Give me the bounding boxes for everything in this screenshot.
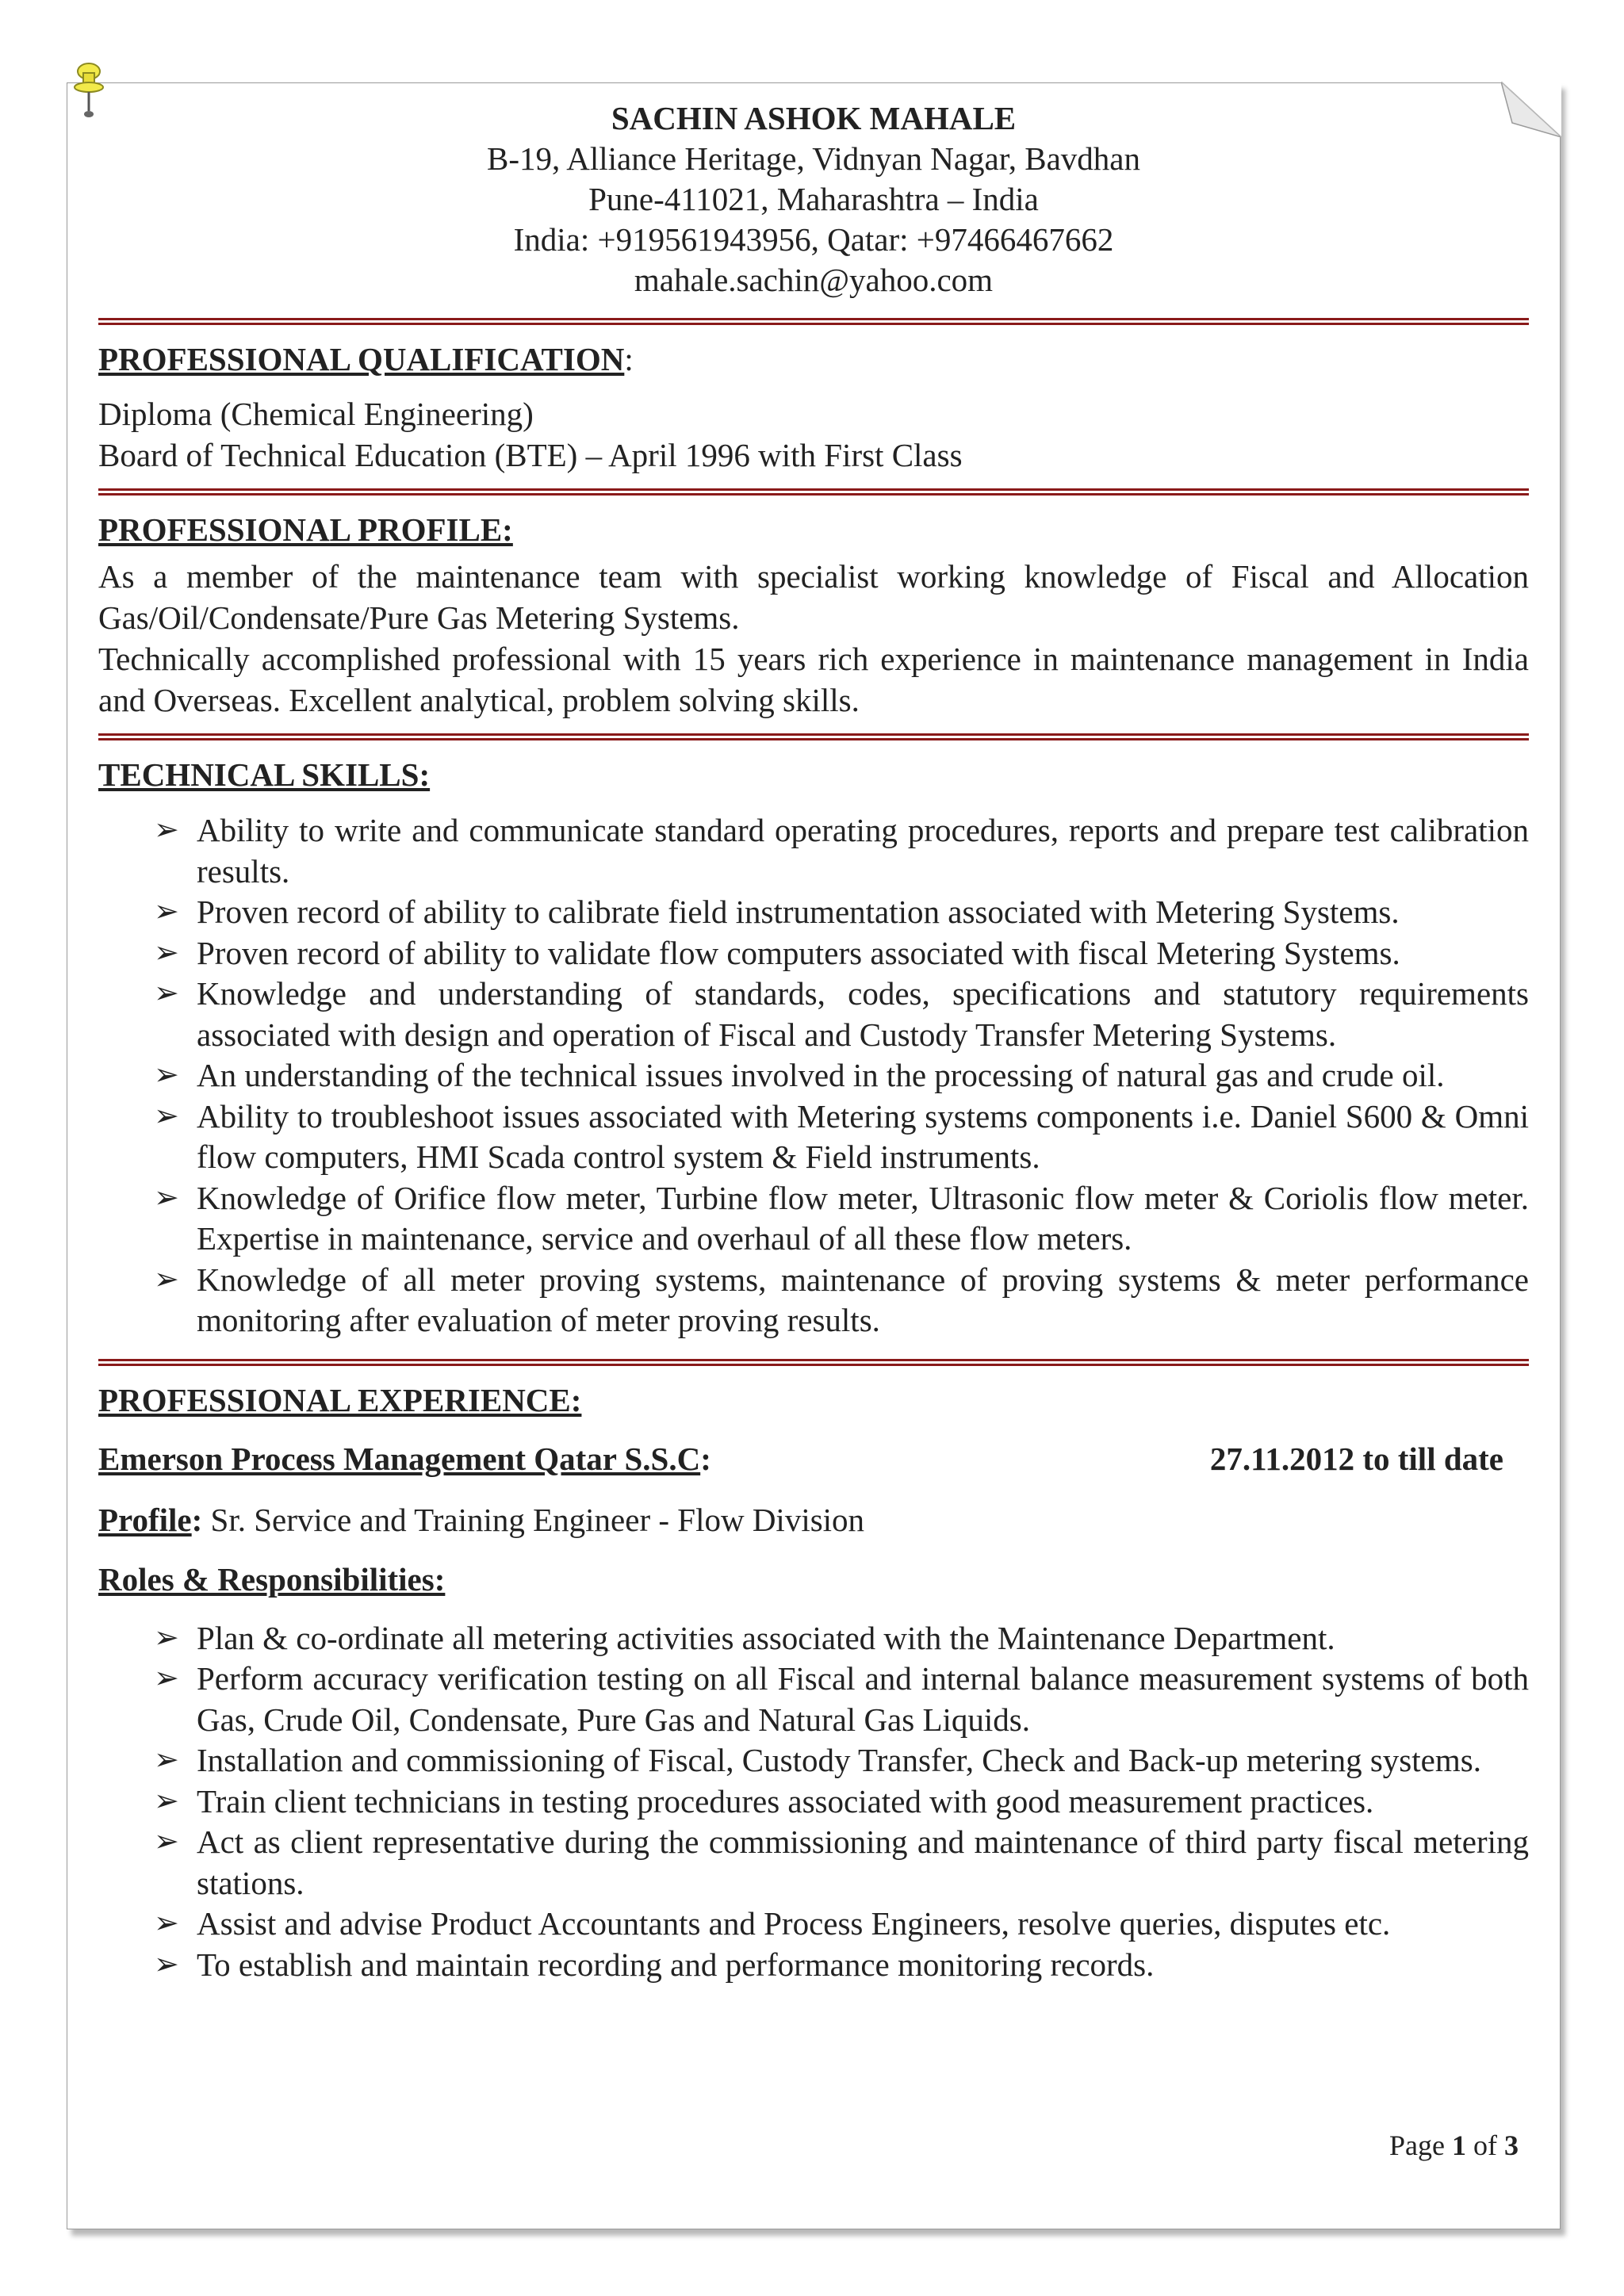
list-item (98, 1945, 1529, 1986)
arrow-bullet-icon: ➢ (154, 1743, 179, 1777)
arrow-bullet-icon: ➢ (154, 1058, 179, 1092)
skill-text: Knowledge of all meter proving systems, maintenance of proving systems & meter performance monitoring after evaluation of meter proving results. (197, 1261, 1529, 1338)
profile-section (98, 510, 1529, 721)
role-text: Perform accuracy verification testing on all Fiscal and internal balance measurement systems of both Gas, Crude Oil, Condensate, Pure Gas and Natural Gas Liquids. (197, 1660, 1529, 1738)
address-line-1: B-19, Alliance Heritage, Vidnyan Nagar, Bavdhan (486, 140, 1140, 177)
role-text: To establish and maintain recording and performance monitoring records. (197, 1946, 1155, 1983)
employment-dates: 27.11.2012 to till date (1209, 1440, 1503, 1477)
roles-list (98, 1618, 1529, 1986)
role-text: Plan & co-ordinate all metering activities associated with the Maintenance Department. (197, 1619, 1335, 1656)
skill-text: Proven record of ability to calibrate field instrumentation associated with Metering Systems. (197, 894, 1400, 930)
arrow-bullet-icon: ➢ (154, 895, 179, 928)
page-total: 3 (1504, 2130, 1519, 2161)
arrow-bullet-icon: ➢ (154, 813, 179, 847)
list-item (98, 1055, 1529, 1096)
contact-header (98, 98, 1529, 300)
role-text: Installation and commissioning of Fiscal, Custody Transfer, Check and Back-up metering systems. (197, 1742, 1481, 1778)
section-divider (98, 318, 1529, 325)
arrow-bullet-icon: ➢ (154, 977, 179, 1010)
role-text: Train client technicians in testing procedures associated with good measurement practices. (197, 1782, 1374, 1820)
list-item (98, 1822, 1529, 1904)
of-label: of (1466, 2130, 1504, 2161)
address-line-2: Pune-411021, Maharashtra – India (588, 181, 1039, 217)
arrow-bullet-icon: ➢ (154, 1825, 179, 1858)
section-divider (98, 1359, 1529, 1366)
skill-text: Knowledge and understanding of standards, codes, specifications and statutory requirements associated with design and operation of Fiscal and Custody Transfer Metering Systems. (197, 975, 1529, 1053)
qualification-section (98, 339, 1529, 476)
section-divider (98, 733, 1529, 740)
role-text: Assist and advise Product Accountants and Process Engineers, resolve queries, disputes etc. (197, 1905, 1391, 1942)
profile-paragraph: As a member of the maintenance team with specialist working knowledge of Fiscal and Allocation Gas/Oil/Condensate/Pure Gas Metering Systems. (98, 558, 1529, 636)
arrow-bullet-icon: ➢ (154, 936, 179, 970)
company-name-wrap (98, 1439, 711, 1479)
list-item (98, 933, 1529, 974)
list-item (98, 1096, 1529, 1178)
roles-heading: Roles & Responsibilities: (98, 1560, 446, 1598)
section-divider (98, 488, 1529, 496)
arrow-bullet-icon: ➢ (154, 1099, 179, 1133)
candidate-name: SACHIN ASHOK MAHALE (611, 100, 1017, 136)
job-profile (98, 1499, 1529, 1540)
skill-text: Proven record of ability to validate flow computers associated with fiscal Metering Systems. (197, 934, 1400, 971)
email-address: mahale.sachin@yahoo.com (634, 262, 994, 298)
qualification-heading: PROFESSIONAL QUALIFICATION (98, 341, 625, 377)
list-item (98, 974, 1529, 1055)
skill-text: Ability to write and communicate standard operating procedures, reports and prepare test calibration results. (197, 812, 1529, 890)
resume-content (98, 95, 1529, 1985)
page-footer (1389, 2129, 1519, 2162)
company-name: Emerson Process Management Qatar S.S.C (98, 1440, 701, 1477)
phone-numbers: India: +919561943956, Qatar: +97466467662 (513, 221, 1114, 258)
skill-text: Ability to troubleshoot issues associated with Metering systems components i.e. Daniel S600 & Omni flow computers, HMI Scada control system & Field instruments. (197, 1097, 1529, 1175)
skills-heading: TECHNICAL SKILLS: (98, 756, 431, 793)
list-item (98, 810, 1529, 892)
arrow-bullet-icon: ➢ (154, 1907, 179, 1940)
list-item (98, 1260, 1529, 1341)
profile-heading: PROFESSIONAL PROFILE: (98, 511, 513, 548)
company-row (98, 1439, 1529, 1479)
experience-section (98, 1380, 1529, 1986)
profile-value: Sr. Service and Training Engineer - Flow Division (202, 1501, 865, 1538)
list-item (98, 892, 1529, 933)
skills-list (98, 810, 1529, 1341)
profile-label: Profile (98, 1501, 192, 1538)
experience-heading: PROFESSIONAL EXPERIENCE: (98, 1381, 582, 1418)
skill-text: An understanding of the technical issues involved in the processing of natural gas and crude oil. (197, 1057, 1445, 1093)
arrow-bullet-icon: ➢ (154, 1784, 179, 1818)
skills-section (98, 755, 1529, 1341)
arrow-bullet-icon: ➢ (154, 1181, 179, 1215)
qualification-line: Diploma (Chemical Engineering) (98, 396, 534, 432)
page-number: 1 (1452, 2130, 1466, 2161)
profile-paragraph: Technically accomplished professional with 15 years rich experience in maintenance management in India and Overseas. Excellent analytical, problem solving skills. (98, 641, 1529, 718)
role-text: Act as client representative during the commissioning and maintenance of third party fiscal metering stations. (197, 1823, 1529, 1901)
list-item (98, 1781, 1529, 1823)
qualification-heading-colon: : (624, 341, 634, 377)
list-item (98, 1178, 1529, 1260)
page-label: Page (1389, 2130, 1452, 2161)
profile-colon: : (191, 1501, 203, 1538)
arrow-bullet-icon: ➢ (154, 1662, 179, 1695)
list-item (98, 1618, 1529, 1659)
list-item (98, 1740, 1529, 1781)
qualification-line: Board of Technical Education (BTE) – April 1996 with First Class (98, 437, 963, 473)
arrow-bullet-icon: ➢ (154, 1947, 179, 1981)
skill-text: Knowledge of Orifice flow meter, Turbine flow meter, Ultrasonic flow meter & Coriolis flow meter. Expertise in maintenance, service and overhaul of all these flow meters. (197, 1179, 1529, 1257)
arrow-bullet-icon: ➢ (154, 1262, 179, 1296)
company-colon: : (700, 1440, 711, 1477)
list-item (98, 1904, 1529, 1945)
arrow-bullet-icon: ➢ (154, 1621, 179, 1655)
list-item (98, 1659, 1529, 1740)
